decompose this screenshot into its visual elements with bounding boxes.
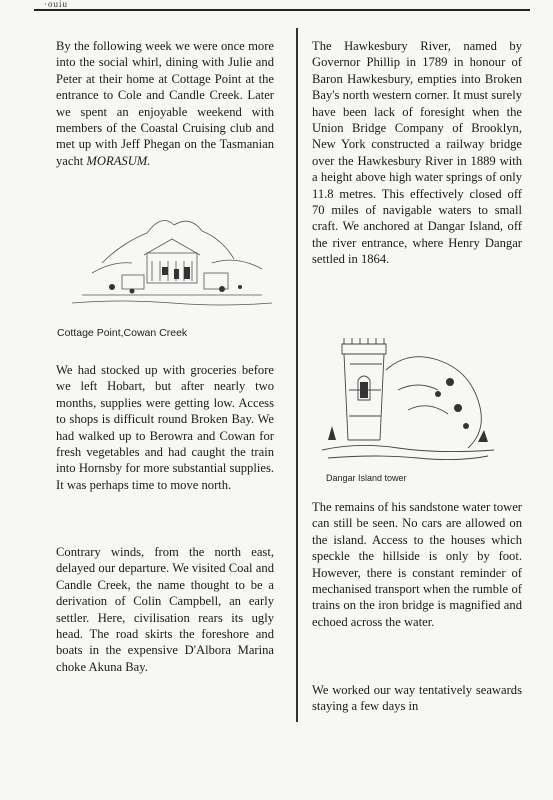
right-para-1: [312, 38, 522, 268]
top-rule: [34, 9, 530, 11]
left-para-1: [56, 38, 274, 169]
yacht-name: MORASUM.: [86, 153, 151, 168]
cottage-point-caption: Cottage Point,Cowan Creek: [57, 327, 188, 339]
dangar-tower-sketch: [318, 330, 496, 470]
left-para-3: [56, 544, 274, 675]
right-para-3-text: We worked our way tentatively seawards staying a few days in: [312, 683, 522, 714]
dangar-tower-caption: Dangar Island tower: [326, 473, 407, 483]
cottage-point-sketch: [62, 203, 276, 315]
left-para-1-text: By the following week we were once more into the social whirl, dining with Julie and Peter at their home at Cottage Point at the entrance to Cole and Candle Creek. Later we spent an enjoyable weekend with members of the Coastal Cruising club and met up with Jeff Phegan on the Tasmanian yacht: [56, 39, 274, 168]
right-para-2: [312, 499, 522, 630]
right-para-1-text: The Hawkesbury River, named by Governor Phillip in 1789 in honour of Baron Hawkesbury, empties into Broken Bay's north western corner. It must surely have been lack of foresight when the Union Bridge Company of Brooklyn, New York constructed a railway bridge over the Hawkesbury River in 1889 with a height above high water springs of only 11.8 metres. This effectively closed off 70 miles of navigable waters to small craft. We anchored at Dangar Island, off the river entrance, where Henry Dangar settled in 1864.: [312, 39, 522, 267]
left-para-2-text: We had stocked up with groceries before we left Hobart, but after nearly two months, supplies were getting low. Access to shops is difficult round Broken Bay. We had walked up to Berowra and Cowan for fresh vegetables and had caught the train into Hornsby for more substantial supplies. It was perhaps time to move north.: [56, 363, 274, 492]
column-divider: [296, 28, 298, 722]
right-para-3: [312, 682, 522, 715]
left-para-2: [56, 362, 274, 493]
left-para-3-text: Contrary winds, from the north east, delayed our departure. We visited Coal and Candle Creek, the name thought to be a derivation of Colin Campbell, an early settler. Here, civilisation rears its ugly head. The road skirts the foreshore and boats in the expensive D'Albora Marina choke Akuna Bay.: [56, 545, 274, 674]
right-para-2-text: The remains of his sandstone water tower can still be seen. No cars are allowed on the island. Access to the houses which speckle the hillside is only by foot. However, there is constant reminder of mechanised transport when the rumble of trains on the iron bridge is magnified and echoed across the water.: [312, 500, 522, 629]
header-scrap: ·ouiu: [44, 0, 68, 9]
